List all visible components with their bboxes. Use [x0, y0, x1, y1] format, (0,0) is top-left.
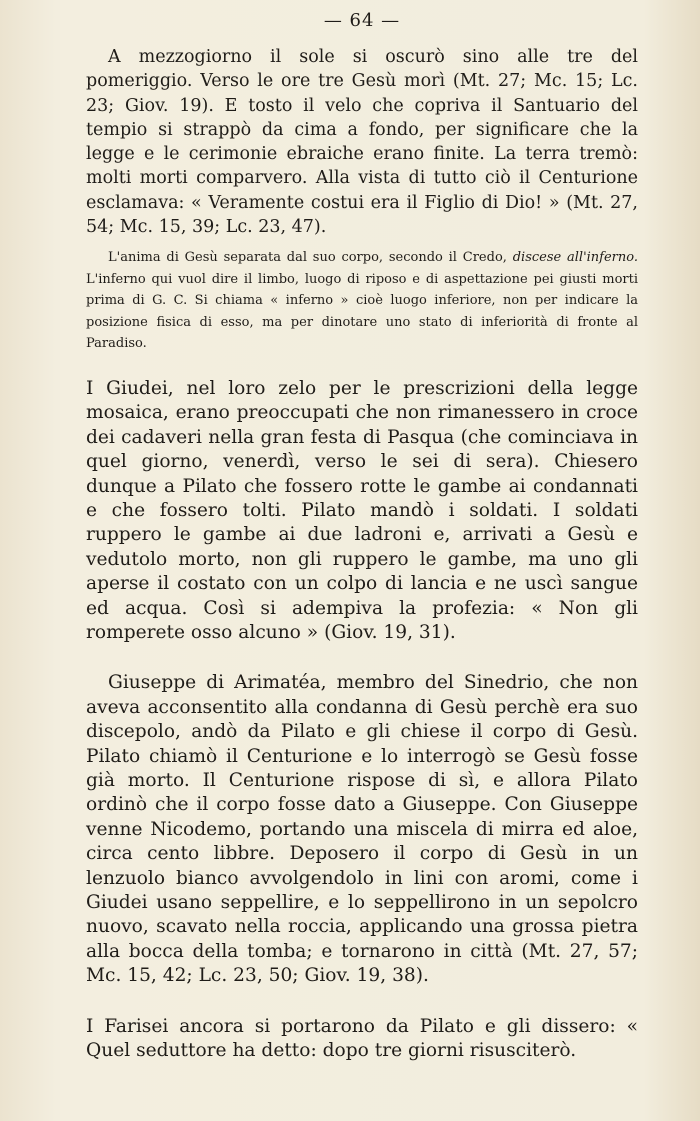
- paragraph-text: I Giudei, nel loro zelo per le prescrizioni della legge mosaica, erano preoccupati che non rimanessero in croce dei cadaveri nella gran festa di Pasqua (che cominciava in quel giorno, venerdì, verso le sei di sera). Chiesero dunque a Pilato che fossero rotte le gambe ai condannati e che fossero tolti. Pilato mandò i soldati. I soldati ruppero le gambe ai due ladroni e, arrivati a Gesù e vedutolo morto, non gli ruppero le gambe, ma uno gli aperse il costato con un colpo di lancia e ne uscì sangue ed acqua. Così si adempiva la profezia: « Non gli romperete osso alcuno » (Giov. 19, 31).: [86, 377, 638, 643]
- footnote-limbo: [86, 247, 638, 355]
- paragraph-text: Giuseppe di Arimatéa, membro del Sinedrio, che non aveva acconsentito alla condanna di Gesù perchè era suo discepolo, andò da Pilato e gli chiese il corpo di Gesù. Pilato chiamò il Centurione e lo interrogò se Gesù fosse già morto. Il Centurione rispose di sì, e allora Pilato ordinò che il corpo fosse dato a Giuseppe. Con Giuseppe venne Nicodemo, portando una miscela di mirra ed aloe, circa cento libbre. Deposero il corpo di Gesù in un lenzuolo bianco avvolgendolo in lini con aromi, come i Giudei usano seppellire, e lo seppellirono in un sepolcro nuovo, scavato nella roccia, applicando una grossa pietra alla bocca della tomba; e tornarono in città (Mt. 27, 57; Mc. 15, 42; Lc. 23, 50; Giov. 19, 38).: [86, 672, 638, 987]
- paragraph-legs-broken: [86, 377, 638, 645]
- page-number: — 64 —: [323, 10, 401, 31]
- note-text-before: L'anima di Gesù separata dal suo corpo, secondo il Credo,: [108, 250, 513, 266]
- note-text-after: L'inferno qui vuol dire il limbo, luogo di riposo e di aspettazione pei giusti morti prima di G. C. Si chiama « inferno » cioè luogo inferiore, non per indicare la posizione fisica di esso, ma per dinotare uno stato di inferiorità di fronte al Paradiso.: [86, 271, 638, 352]
- paragraph-crucifixion-darkness: [86, 45, 638, 239]
- paragraph-burial: [86, 671, 638, 988]
- paragraph-text: I Farisei ancora si portarono da Pilato e gli dissero: « Quel seduttore ha detto: dopo tre giorni risusciterò.: [86, 1015, 638, 1062]
- paragraph-text: A mezzogiorno il sole si oscurò sino alle tre del pomeriggio. Verso le ore tre Gesù morì (Mt. 27; Mc. 15; Lc. 23; Giov. 19). E tosto il velo che copriva il Santuario del tempio si strappò da cima a fondo, per significare che la legge e le cerimonie ebraiche erano finite. La terra tremò: molti morti comparvero. Alla vista di tutto ciò il Centurione esclamava: « Veramente costui era il Figlio di Dio! » (Mt. 27, 54; Mc. 15, 39; Lc. 23, 47).: [86, 47, 638, 238]
- note-italic-text: discese all'inferno.: [512, 250, 639, 266]
- paragraph-pharisees: [86, 1015, 638, 1064]
